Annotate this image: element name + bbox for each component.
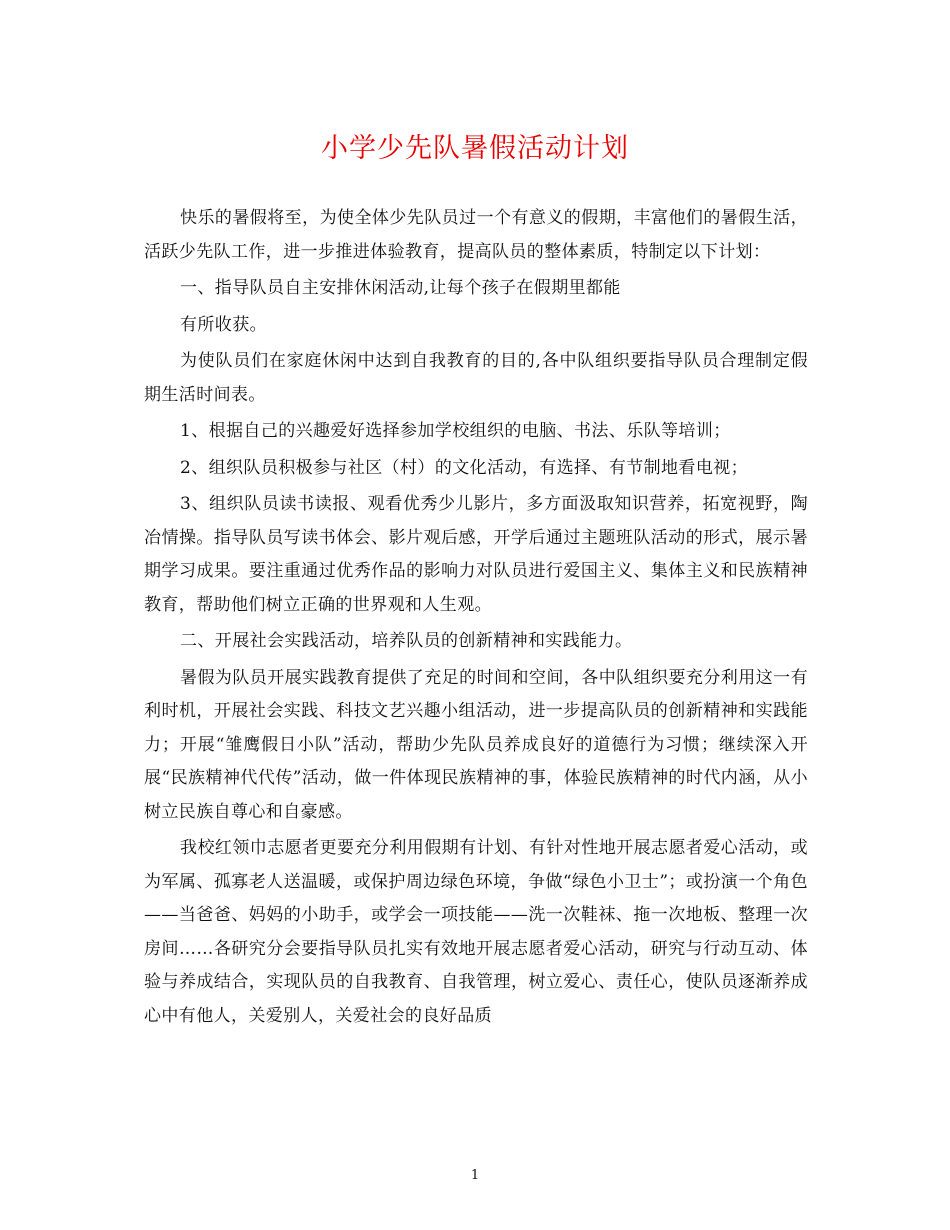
section-two-paragraph: 暑假为队员开展实践教育提供了充足的时间和空间，各中队组织要充分利用这一有利时机，开展社会实践、科技文艺兴趣小组活动，进一步提高队员的创新精神和实践能力；开展“雏鹰假日小队”活动，帮助少先队员养成良好的道德行为习惯；继续深入开展“民族精神代代传”活动，做一件体现民族精神的事，体验民族精神的时代内涵，从小树立民族自尊心和自豪感。 [144,667,808,822]
volunteer-paragraph: 我校红领巾志愿者更要充分利用假期有计划、有针对性地开展志愿者爱心活动，或为军属、孤寡老人送温暖，或保护周边绿色环境，争做“绿色小卫士”；或扮演一个角色——当爸爸、妈妈的小助手，或学会一项技能——洗一次鞋袜、拖一次地板、整理一次房间……各研究分会要指导队员扎实有效地开展志愿者爱心活动，研究与行动互动、体验与养成结合，实现队员的自我教育、自我管理，树立爱心、责任心，使队员逐渐养成心中有他人，关爱别人，关爱社会的良好品质 [144,838,808,1026]
section-two-heading: 二、开展社会实践活动，培养队员的创新精神和实践能力。 [180,631,633,651]
list-item-2: 2、组织队员积极参与社区（村）的文化活动，有选择、有节制地看电视； [180,457,749,478]
section-one-paragraph: 为使队员们在家庭休闲中达到自我教育的目的,各中队组织要指导队员合理制定假期生活时间表。 [144,351,808,405]
list-item-1: 1、根据自己的兴趣爱好选择参加学校组织的电脑、书法、乐队等培训； [180,421,731,441]
list-item-3: 3、组织队员读书读报、观看优秀少儿影片，多方面汲取知识营养，拓宽视野，陶冶情操。指导队员写读书体会、影片观后感，开学后通过主题班队活动的形式，展示暑期学习成果。要注重通过优秀作品的影响力对队员进行爱国主义、集体主义和民族精神教育，帮助他们树立正确的世界观和人生观。 [144,494,808,615]
document-body [144,202,808,1036]
section-one-heading: 一、指导队员自主安排休闲活动,让每个孩子在假期里都能 [180,278,621,298]
intro-paragraph: 快乐的暑假将至，为使全体少先队员过一个有意义的假期，丰富他们的暑假生活，活跃少先队工作，进一步推进体验教育，提高队员的整体素质，特制定以下计划： [144,208,808,262]
section-one-heading-continued: 有所收获。 [180,314,267,335]
document-title: 小学少先队暑假活动计划 [321,133,629,164]
page-number: 1 [470,1168,480,1183]
